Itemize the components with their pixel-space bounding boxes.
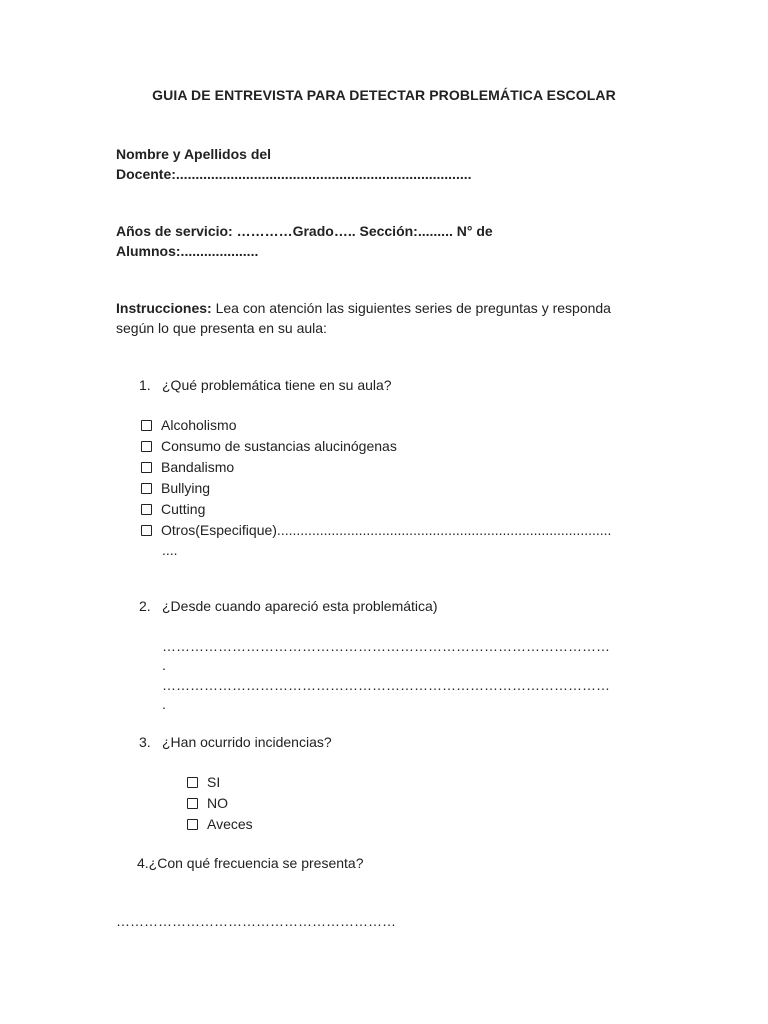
checkbox-icon[interactable] [187,798,198,809]
checkbox-icon[interactable] [187,819,198,830]
q2-text: ¿Desde cuando apareció esta problemática) [162,598,438,614]
q3-option-label: Aveces [207,816,253,832]
instructions-line2: según lo que presenta en su aula: [116,320,327,336]
servicio-line2: Alumnos:.................... [116,243,259,259]
checkbox-icon[interactable] [141,525,152,536]
instructions-label: Instrucciones: [116,300,212,316]
checkbox-icon[interactable] [141,441,152,452]
q1-option-label: Bandalismo [161,459,235,475]
document-title: GUIA DE ENTREVISTA PARA DETECTAR PROBLEMÁTICA ESCOLAR [152,87,616,103]
q3-option-label: NO [207,795,228,811]
checkbox-icon[interactable] [141,483,152,494]
q2-answer-line1-end: . [162,657,166,673]
q3-number: 3. [139,734,151,750]
q3-option-si[interactable] [187,774,220,790]
q2-number: 2. [139,598,151,614]
q1-option-3[interactable] [141,459,234,475]
checkbox-icon[interactable] [141,420,152,431]
q1-option-6[interactable] [141,522,673,538]
q1-text: ¿Qué problemática tiene en su aula? [162,377,392,393]
q2-answer-line2[interactable]: …………………………………………………………………………………… [162,677,610,693]
instructions-line1 [116,300,611,316]
q1-option-2[interactable] [141,438,397,454]
q1-option-label: Consumo de sustancias alucinógenas [161,438,397,454]
q1-option-4[interactable] [141,480,210,496]
q1-option-5[interactable] [141,501,205,517]
q1-number: 1. [139,377,151,393]
checkbox-icon[interactable] [141,462,152,473]
docente-label-line1: Nombre y Apellidos del [116,146,272,162]
q3-option-aveces[interactable] [187,816,253,832]
docente-label-line2: Docente:............................................................................ [116,166,472,182]
q1-option-label: Alcoholismo [161,417,237,433]
q3-option-no[interactable] [187,795,228,811]
checkbox-icon[interactable] [187,777,198,788]
q4-text: 4.¿Con qué frecuencia se presenta? [137,855,364,871]
servicio-line1: Años de servicio: …………Grado….. Sección:......... N° de [116,223,493,239]
q2-answer-line1[interactable]: …………………………………………………………………………………… [162,638,610,654]
q3-option-label: SI [207,774,221,790]
q1-option-label: Bullying [161,480,211,496]
q2-answer-line2-end: . [162,696,166,712]
checkbox-icon[interactable] [141,504,152,515]
instructions-text: Lea con atención las siguientes series de preguntas y responda [211,300,611,316]
q3-text: ¿Han ocurrido incidencias? [162,734,332,750]
q1-continuation: .... [162,542,178,558]
q1-option-label: Cutting [161,501,206,517]
q1-option-1[interactable] [141,417,236,433]
q1-option-label: Otros(Especifique)...................................................................................... [161,522,612,538]
q4-answer-line[interactable]: …………………………………………………… [116,913,396,929]
